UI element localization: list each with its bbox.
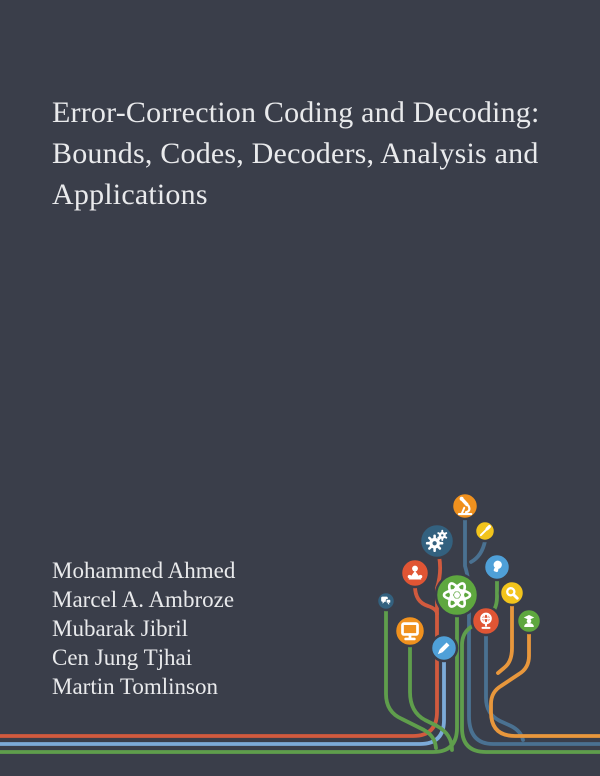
author-name: Martin Tomlinson [52, 674, 218, 699]
branch-orange-graduate [491, 633, 600, 736]
authors-list [52, 556, 235, 701]
pencil-icon [431, 635, 457, 661]
monitor-icon [395, 616, 425, 646]
microscope-icon [452, 493, 478, 519]
chat-icon [377, 592, 395, 610]
paintbrush-icon [475, 521, 495, 541]
author-name: Cen Jung Tjhai [52, 645, 193, 670]
graduate-icon [517, 609, 541, 633]
author-name: Mohammed Ahmed [52, 558, 236, 583]
branch-green-lightbulb [462, 579, 600, 752]
branch-steel-paintbrush [471, 541, 485, 562]
title-line-2: Bounds, Codes, Decoders, Analysis and [52, 137, 539, 170]
scientist-icon [401, 559, 429, 587]
atom-icon [436, 574, 478, 616]
author-name: Mubarak Jibril [52, 616, 189, 641]
title-line-1: Error-Correction Coding and Decoding: [52, 96, 540, 129]
lightbulb-icon [484, 554, 510, 580]
author-name: Marcel A. Ambroze [52, 587, 235, 612]
title-line-3: Applications [52, 178, 208, 211]
branch-red-spur [415, 586, 437, 614]
gears-icon [420, 524, 454, 558]
globe-icon [472, 607, 500, 635]
magnifier-icon [500, 581, 524, 605]
